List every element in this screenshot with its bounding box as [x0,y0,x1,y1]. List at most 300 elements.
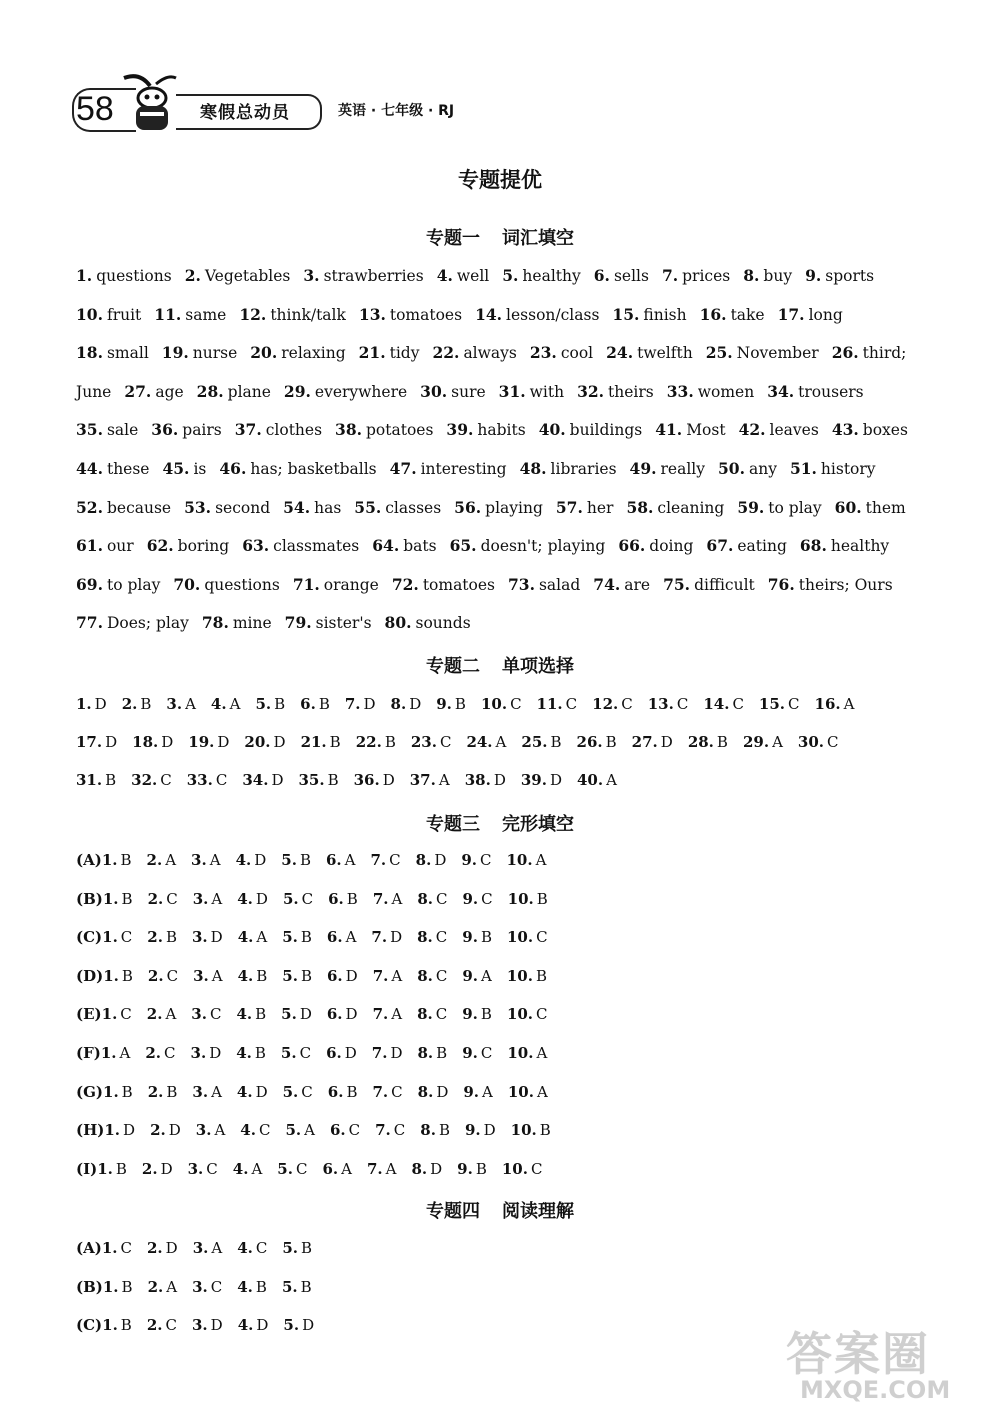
answer-item [283,1083,313,1101]
question-number: 79. [284,613,312,633]
answer-item [330,1121,360,1139]
answer-text: D [160,1159,173,1178]
answer-item [281,1005,312,1023]
answer-item [147,928,177,946]
question-number: 36. [151,420,179,440]
answer-item [282,1239,312,1257]
answer-item [706,343,819,362]
answer-item [462,1005,492,1023]
answer-text: C [166,966,179,985]
question-number: 10. [507,889,534,908]
answer-item [235,420,322,439]
answer-item [373,967,403,985]
question-number: 10. [506,966,533,985]
question-number: 59. [737,497,765,517]
question-number: 5. [502,266,519,285]
answer-item [147,851,177,869]
answer-item [301,733,341,751]
answer-text: B [346,889,358,908]
question-number: 2. [147,1277,164,1296]
question-number: 4. [240,1121,256,1140]
question-number: 10. [506,1005,534,1024]
answer-text: A [214,1121,226,1140]
question-number: 34. [242,771,269,789]
answer-item [148,1083,178,1101]
question-number: 4. [236,1044,252,1062]
question-number: (B)1. [76,1277,119,1296]
question-number: 6. [327,1082,344,1101]
answer-item [250,343,345,362]
answer-text: A [165,851,177,869]
question-number: 54. [283,497,311,517]
answer-item [521,771,562,789]
answer-text: potatoes [366,421,434,440]
question-number: 15. [758,695,786,713]
answer-item [759,695,800,713]
answer-item [508,575,580,594]
question-number: 15. [612,304,640,324]
question-number: 9. [462,966,479,985]
answer-item [76,383,111,401]
answer-text: C [827,733,839,751]
question-number: 8. [411,1159,428,1178]
question-number: 61. [76,536,103,556]
answer-item [76,967,133,985]
watermark-text: 答案圈 [786,1327,930,1381]
answer-text: any [748,460,777,478]
question-number: (E)1. [76,1005,118,1024]
answer-text: C [676,695,689,713]
answer-text: C [436,889,448,908]
answer-text: is [193,460,207,478]
question-number: (A)1. [76,1239,118,1257]
question-number: 60. [834,497,862,517]
answer-item [192,928,223,946]
answer-text: C [164,1044,176,1062]
answer-item [502,1160,543,1178]
answer-text: C [481,889,493,908]
answer-item [281,1044,311,1062]
answer-text: habits [477,421,526,440]
answer-item [410,771,450,789]
answer-item [166,695,196,713]
answer-item [465,1121,496,1139]
question-number: 2. [147,966,164,985]
page-title: 专题提优 [458,168,542,192]
answer-item [76,305,141,324]
answer-item [648,695,689,713]
answer-item [373,890,403,908]
answer-text: fruit [106,305,142,324]
question-number: 8. [417,928,433,947]
answer-item [131,771,172,789]
answer-text: A [481,966,492,985]
answer-item [737,498,821,517]
answer-text: D [255,1082,268,1101]
answer-item [191,851,221,869]
question-number: 11. [154,304,182,324]
answer-item [630,459,705,478]
answer-item [594,266,649,285]
answer-item [237,1239,267,1257]
answer-text: D [549,771,562,789]
answer-item [371,928,402,946]
question-number: (H)1. [76,1121,121,1140]
question-number: 72. [391,574,419,594]
question-number: 45. [162,459,190,478]
answer-item [507,1005,548,1023]
answer-item [284,382,407,401]
question-number: 32. [577,381,605,401]
question-number: 17. [76,733,103,751]
question-number: 6. [326,1005,343,1024]
answer-item [283,890,313,908]
answer-line [76,1083,956,1101]
answer-item [76,1044,130,1062]
answer-item [233,1160,263,1178]
question-number: 4. [235,851,252,869]
answer-item [242,536,359,555]
question-number: 19. [161,343,189,363]
answer-text: leaves [769,421,819,440]
answer-item [481,695,522,713]
answer-item [454,498,543,517]
question-number: 39. [520,771,547,789]
question-number: 22. [432,343,460,363]
answer-text: women [697,382,755,401]
answer-item [618,536,693,555]
question-number: 8. [417,1082,434,1101]
answer-item [391,695,422,713]
question-number: 4. [237,928,254,947]
question-number: 78. [201,613,229,633]
question-number: 14. [475,304,503,324]
answer-text: B [121,889,133,908]
answer-text: D [434,851,447,869]
answer-text: D [273,733,286,751]
section-name: 单项选择 [502,656,574,677]
answer-text: questions [204,575,280,594]
question-number: 53. [184,497,212,517]
question-number: 5. [282,889,299,908]
answer-item [790,459,876,478]
question-number: 10. [506,928,534,947]
answer-text: Most [686,421,726,440]
answer-text: D [363,695,376,713]
question-number: 3. [192,1277,208,1296]
answer-text: questions [96,267,172,285]
answer-text: B [318,695,330,713]
answer-text: clothes [265,421,323,440]
answer-item [539,420,643,439]
answer-item [76,343,149,362]
answer-item [148,967,178,985]
question-number: 30. [420,381,448,401]
question-number: 44. [76,459,103,478]
answer-item [373,1005,403,1023]
answer-item [145,1044,175,1062]
answer-text: salad [538,575,581,594]
answer-item [370,851,400,869]
question-number: 13. [358,304,386,324]
answer-text: November [736,344,819,363]
question-number: 10. [501,1159,528,1178]
answer-item [202,613,272,632]
answer-item [417,890,447,908]
answer-item [237,1278,267,1296]
answer-text: twelfth [637,344,693,363]
answer-text: B [539,1121,551,1140]
answer-text: A [256,928,268,947]
answer-item [390,459,507,478]
question-number: 18. [76,343,103,363]
question-number: (C)1. [76,1316,118,1335]
answer-item [283,1316,314,1334]
answer-text: C [166,889,178,908]
question-number: 3. [187,1159,204,1178]
answer-text: D [382,771,395,789]
answer-text: D [390,1044,403,1062]
answer-item [238,1316,269,1334]
answer-text: D [271,771,284,789]
question-number: 4. [210,695,227,713]
answer-text: third; [862,344,907,363]
question-number: 6. [329,1121,346,1140]
answer-text: A [495,733,507,751]
answer-item [185,266,291,285]
answer-text: our [106,537,134,556]
question-number: 49. [629,459,657,478]
question-number: 14. [703,695,730,713]
answer-text: B [115,1159,127,1178]
answer-text: A [165,1005,177,1024]
answer-text: sister's [315,614,372,633]
section-name: 阅读理解 [502,1201,574,1222]
answer-item [367,1160,397,1178]
answer-item [188,1160,218,1178]
answer-item [688,733,728,751]
answer-item [76,498,171,517]
answer-text: theirs [608,382,654,401]
answer-item [76,695,107,713]
question-number: 42. [738,420,766,440]
question-number: 10. [507,1082,534,1101]
question-number: 10. [510,1121,537,1140]
answer-item [706,536,786,555]
answer-item [359,305,462,324]
question-number: 7. [370,851,387,869]
answer-text: A [119,1044,131,1062]
answer-text: B [475,1159,487,1178]
answer-text: has; basketballs [250,460,377,478]
question-number: 7. [372,1082,389,1101]
answer-item [356,733,396,751]
answer-text: D [483,1121,496,1140]
question-number: 10. [480,695,508,713]
question-number: 5. [283,1316,300,1335]
answer-item [462,1044,492,1062]
answer-text: cleaning [657,498,725,517]
answer-item [703,695,744,713]
answer-text: mine [232,614,272,633]
answer-item [192,1083,222,1101]
answer-item [192,1316,223,1334]
answer-text: B [329,733,341,751]
answer-text: D [168,1121,181,1140]
answer-item [187,771,228,789]
answer-item [359,343,420,362]
answer-item [537,695,578,713]
question-number: 6. [322,1159,339,1178]
answer-text: C [435,966,448,985]
answer-text: A [536,1044,548,1062]
answer-item [530,343,593,362]
answer-item [76,266,172,285]
answer-item [147,1005,177,1023]
answer-text: tomatoes [389,305,463,324]
question-number: 9. [805,266,822,285]
answer-text: with [529,382,565,401]
answer-item [236,1005,266,1023]
answer-text: A [211,1239,223,1257]
question-number: 5. [281,851,297,869]
answer-text: orange [323,575,379,594]
answer-item [237,890,268,908]
answer-text: D [209,1044,222,1062]
answer-text: long [808,305,843,324]
answer-text: B [301,1239,313,1257]
question-number: 55. [354,497,382,517]
answer-text: boxes [862,421,908,440]
answer-item [768,575,893,594]
question-number: (G)1. [76,1082,119,1101]
question-number: 7. [366,1159,383,1178]
question-number: 7. [344,695,361,713]
answer-text: D [254,851,267,869]
answer-text: sports [825,267,875,285]
question-number: 3. [191,851,207,869]
answer-text: second [215,498,271,517]
page-header [68,66,508,136]
answer-text: strawberries [323,267,424,285]
question-number: 34. [767,381,795,401]
question-number: 29. [742,733,770,751]
question-number: 66. [618,536,646,556]
question-number: 4. [237,1277,253,1296]
answer-text: C [732,695,744,713]
question-number: 26. [831,343,859,363]
question-number: 2. [147,1082,164,1101]
answer-text: C [120,1239,132,1257]
answer-item [463,1083,493,1101]
answer-item [193,967,223,985]
answer-line [76,733,956,751]
answer-text: D [493,771,506,789]
answer-text: C [536,928,548,947]
answer-item [327,928,357,946]
answer-text: B [300,1277,312,1296]
question-number: 33. [666,381,694,401]
page-number: 58 [76,90,114,128]
answer-item [327,967,358,985]
answer-item [282,928,312,946]
answer-item [285,613,372,632]
question-number: 3. [190,1044,207,1062]
answer-item [805,266,874,285]
answer-item [417,967,447,985]
question-number: 8. [390,695,407,713]
answer-item [76,420,138,439]
answer-text: A [211,889,223,908]
answer-text: them [865,498,906,517]
question-number: 8. [417,889,433,908]
question-number: 4. [236,1005,253,1024]
answer-item [354,498,441,517]
answer-item [662,266,730,285]
answer-text: C [301,889,314,908]
question-number: 25. [705,343,733,363]
question-number: 9. [462,928,478,947]
question-number: 5. [281,1277,298,1296]
question-number: 57. [555,497,583,517]
answer-text: healthy [522,267,581,285]
question-number: 4. [237,889,253,908]
question-number: 69. [76,574,103,594]
answer-item [417,928,447,946]
question-number: 58. [626,497,654,517]
answer-line [76,498,946,517]
answer-item [577,382,654,401]
answer-text: D [436,1082,449,1101]
answer-item [832,343,907,362]
question-number: 6. [328,889,344,908]
question-number: 3. [191,928,208,947]
answer-text: C [348,1121,361,1140]
answer-item [293,575,379,594]
answer-text: A [772,733,783,751]
question-number: 41. [655,420,683,440]
question-number: 48. [519,459,547,478]
answer-item [326,1044,357,1062]
answer-line [76,851,956,869]
question-number: 25. [521,733,548,751]
answer-item [800,536,889,555]
answer-text: C [165,1316,177,1335]
section-title-vocab [0,224,1000,250]
answer-text: interesting [420,460,507,478]
answer-text: C [215,771,228,789]
answer-text: C [530,1159,543,1178]
answer-item [392,575,495,594]
question-number: 3. [192,1082,209,1101]
question-number: 10. [507,1044,534,1062]
section-label: 专题二 [426,656,480,677]
question-number: 2. [146,1005,163,1024]
answer-item [122,695,152,713]
answer-text: A [209,851,221,869]
answer-item [147,536,230,555]
answer-text: Vegetables [204,267,291,285]
answer-text: C [435,928,448,947]
answer-item [508,890,548,908]
question-number: 8. [420,1121,436,1140]
question-number: 37. [409,771,436,789]
question-number: 36. [353,771,380,789]
question-number: 11. [536,695,563,713]
answer-text: A [345,928,357,947]
answer-text: C [209,1005,222,1024]
answer-text: doing [649,537,694,556]
